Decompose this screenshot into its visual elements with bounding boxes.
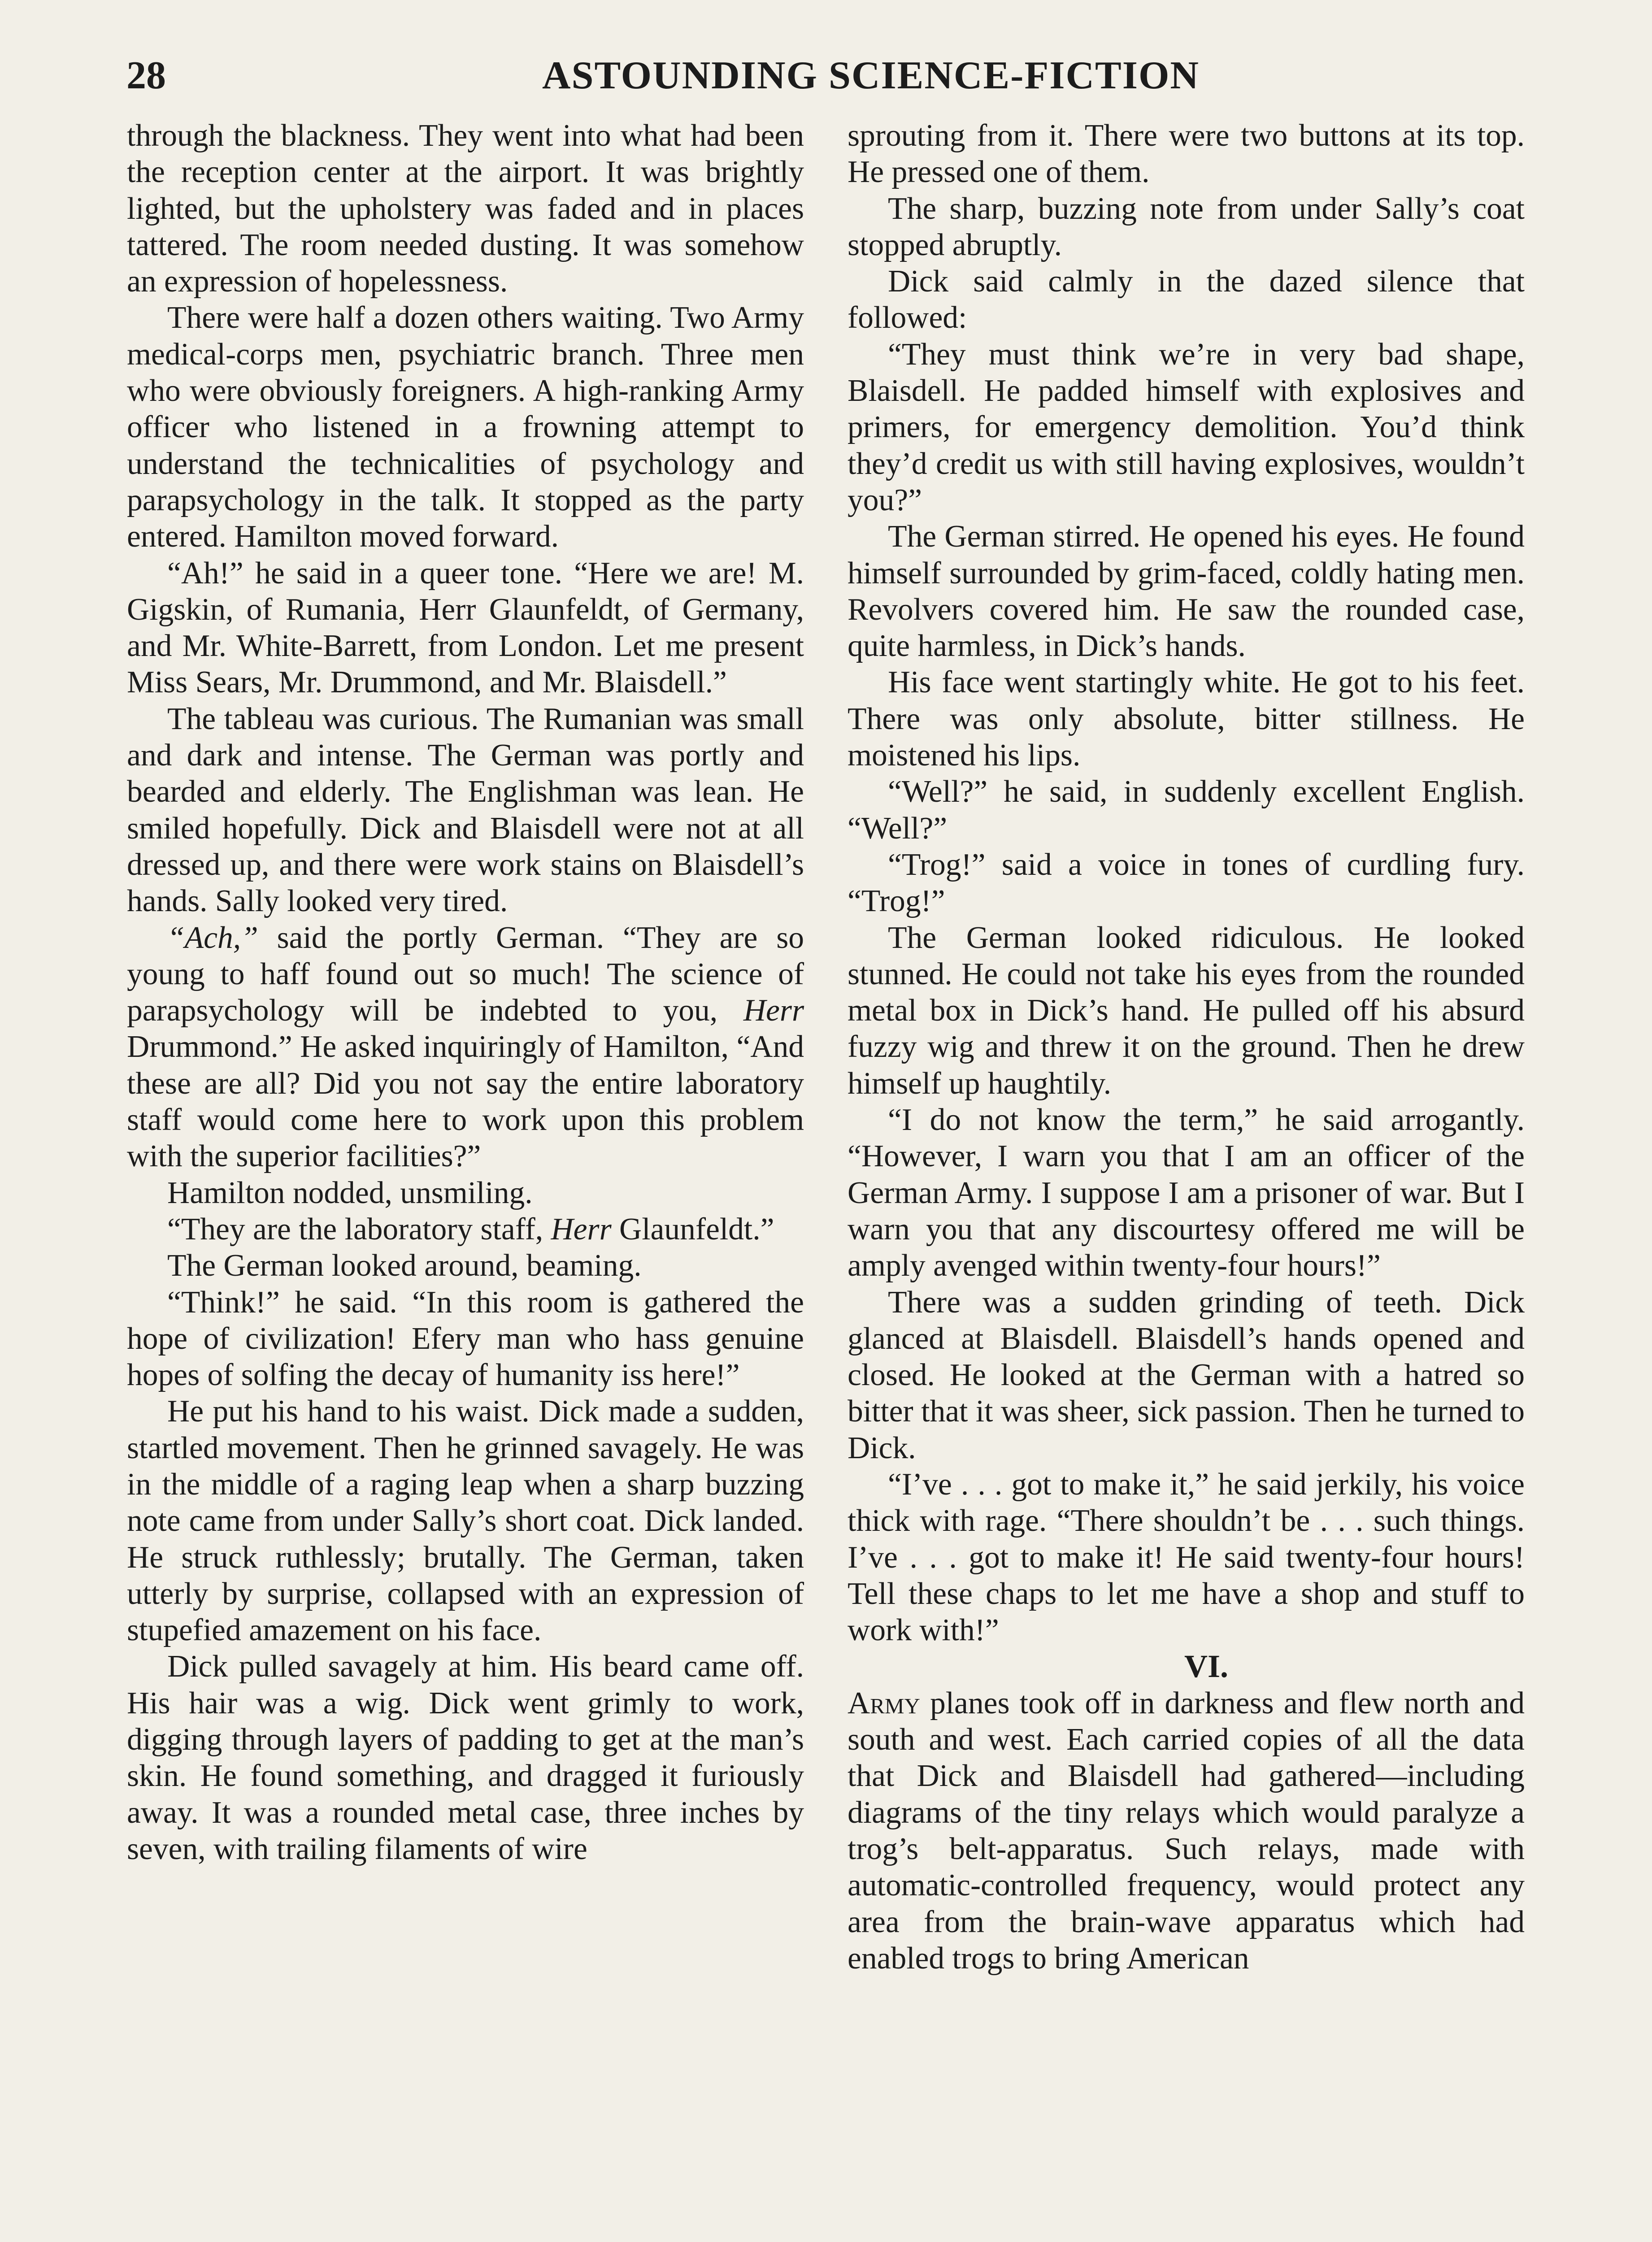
text-run: “They are the laboratory staff,	[167, 1212, 551, 1247]
left-column	[127, 117, 804, 1867]
paragraph: There was a sudden grinding of teeth. Dick glanced at Blaisdell. Blaisdell’s hands opened and closed. He looked at the German with a hatred so bitter that it was sheer, sick passion. Then he turned to Dick.	[848, 1285, 1525, 1465]
lead-word: Army	[848, 1686, 920, 1721]
paragraph: The German stirred. He opened his eyes. He found himself surrounded by grim-faced, coldly hating men. Revolvers covered him. He saw the rounded case, quite harmless, in Dick’s hands.	[848, 519, 1525, 664]
page-number: 28	[126, 54, 166, 97]
text-run: said the portly German. “They are so young to haff found out so much! The science of parapsychology will be indebted to you,	[127, 920, 804, 1028]
paragraph	[127, 1211, 804, 1247]
running-head: ASTOUNDING SCIENCE-FICTION	[542, 54, 1200, 97]
emphasis: Herr	[743, 993, 804, 1028]
paragraph: “I do not know the term,” he said arrogantly. “However, I warn you that I am an officer of the German Army. I suppose I am a prisoner of war. But I warn you that any discourtesy offered me will be amply avenged within twenty-four hours!”	[848, 1103, 1525, 1283]
paragraph: The German looked around, beaming.	[167, 1248, 642, 1283]
section-heading: VI.	[1184, 1648, 1228, 1685]
paragraph: “I’ve . . . got to make it,” he said jerkily, his voice thick with rage. “There shouldn’t be . . . such things. I’ve . . . got to make it! He said twenty-four hours! Tell these chaps to let me have a shop and stuff to work with!”	[848, 1467, 1525, 1648]
text-run: Glaunfeldt.”	[611, 1212, 774, 1247]
emphasis: “Ach,”	[167, 920, 258, 955]
paragraph: The sharp, buzzing note from under Sally’s coat stopped abruptly.	[848, 191, 1525, 262]
paragraph: “They must think we’re in very bad shape, Blaisdell. He padded himself with explosives and primers, for emergency demolition. You’d think they’d credit us with still having explosives, wouldn’t you?”	[848, 337, 1525, 517]
paragraph: “Ah!” he said in a queer tone. “Here we are! M. Gigskin, of Rumania, Herr Glaunfeldt, of Germany, and Mr. White-Barrett, from London. Let me present Miss Sears, Mr. Drummond, and Mr. Blaisdell.”	[127, 556, 804, 700]
text-run: Drummond.” He asked inquiringly of Hamilton, “And these are all? Did you not say the entire laboratory staff would come here to work upon this problem with the superior facilities?”	[127, 1030, 804, 1174]
text-run: planes took off in darkness and flew north and south and west. Each carried copies of all the data that Dick and Blaisdell had gathered—including diagrams of the tiny relays which would paralyze a trog’s belt-apparatus. Such relays, made with automatic-controlled frequency, would protect any area from the brain-wave apparatus which had enabled trogs to bring American	[848, 1686, 1525, 1976]
paragraph: His face went startingly white. He got to his feet. There was only absolute, bitter stillness. He moistened his lips.	[848, 665, 1525, 773]
paragraph: Dick pulled savagely at him. His beard came off. His hair was a wig. Dick went grimly to work, digging through layers of padding to get at the man’s skin. He found something, and dragged it furiously away. It was a rounded metal case, three inches by seven, with trailing filaments of wire	[127, 1649, 804, 1866]
paragraph: “Well?” he said, in suddenly excellent English. “Well?”	[848, 774, 1525, 846]
paragraph: There were half a dozen others waiting. Two Army medical-corps men, psychiatric branch. Three men who were obviously foreigners. A high-ranking Army officer who listened in a frowning attempt to understand the technicalities of psychology and parapsychology in the talk. It stopped as the party entered. Hamilton moved forward.	[127, 300, 804, 554]
paragraph: Hamilton nodded, unsmiling.	[167, 1175, 533, 1210]
right-column	[848, 117, 1525, 1977]
paragraph: through the blackness. They went into what had been the reception center at the airport. It was brightly lighted, but the upholstery was faded and in places tattered. The room needed dusting. It was somehow an expression of hopelessness.	[127, 118, 804, 299]
paragraph: sprouting from it. There were two buttons at its top. He pressed one of them.	[848, 118, 1525, 190]
paragraph	[127, 920, 804, 1175]
paragraph: Dick said calmly in the dazed silence that followed:	[848, 264, 1525, 335]
paragraph: The tableau was curious. The Rumanian was small and dark and intense. The German was portly and bearded and elderly. The Englishman was lean. He smiled hopefully. Dick and Blaisdell were not at all dressed up, and there were work stains on Blaisdell’s hands. Sally looked very tired.	[127, 701, 804, 919]
paragraph: “Trog!” said a voice in tones of curdling fury. “Trog!”	[848, 847, 1525, 919]
paragraph: “Think!” he said. “In this room is gathered the hope of civilization! Efery man who hass genuine hopes of solfing the decay of humanity iss here!”	[127, 1285, 804, 1393]
paragraph: He put his hand to his waist. Dick made a sudden, startled movement. Then he grinned savagely. He was in the middle of a raging leap when a sharp buzzing note came from under Sally’s short coat. Dick landed. He struck ruthlessly; brutally. The German, taken utterly by surprise, collapsed with an expression of stupefied amazement on his face.	[127, 1394, 804, 1648]
paragraph: The German looked ridiculous. He looked stunned. He could not take his eyes from the rounded metal box in Dick’s hand. He pulled off his absurd fuzzy wig and threw it on the ground. Then he drew himself up haughtily.	[848, 920, 1525, 1101]
emphasis: Herr	[551, 1212, 612, 1247]
paragraph	[848, 1685, 1525, 1977]
